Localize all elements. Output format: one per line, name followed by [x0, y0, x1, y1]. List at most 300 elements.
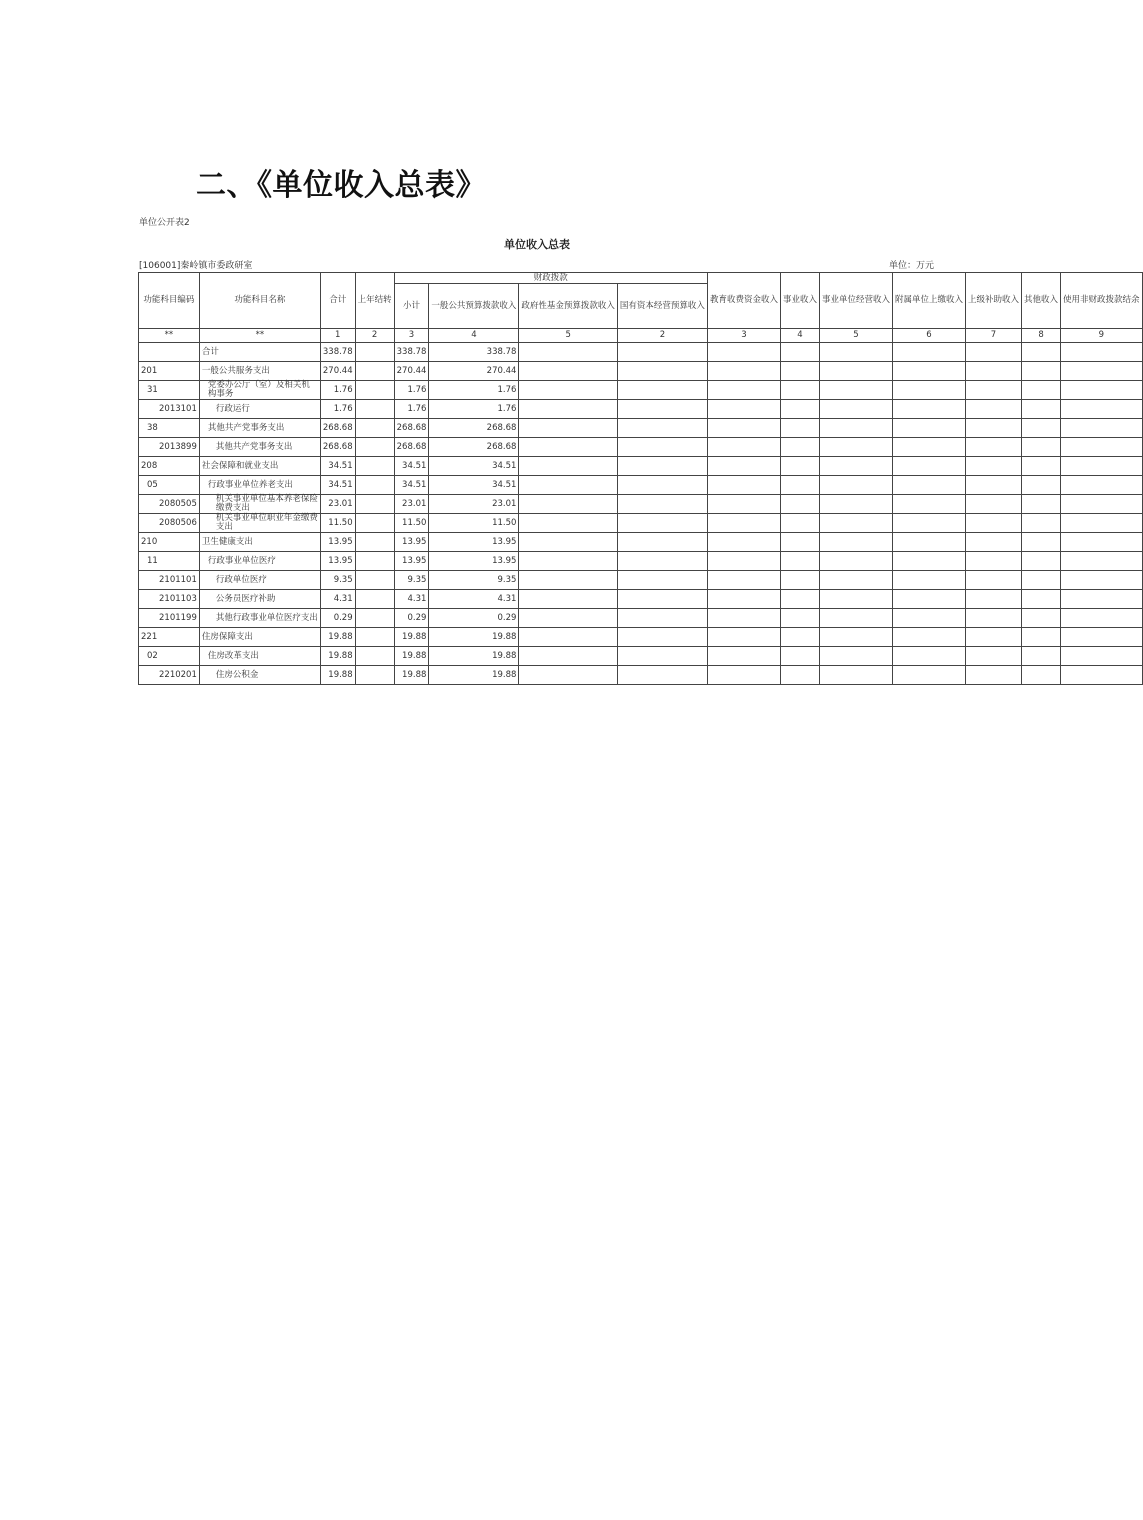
cell-empty — [892, 647, 965, 666]
cell-empty — [617, 571, 707, 590]
cell-empty — [1061, 609, 1143, 628]
cell-empty — [707, 343, 780, 362]
table-row — [139, 666, 1143, 685]
cell-empty — [519, 647, 618, 666]
cell-name: 住房公积金 — [199, 666, 320, 685]
cell-empty — [780, 419, 819, 438]
header-education-fee: 教育收费资金收入 — [707, 273, 780, 329]
cell-empty — [519, 514, 618, 533]
cell-empty — [1061, 590, 1143, 609]
header-superior: 上级补助收入 — [966, 273, 1022, 329]
cell-empty — [617, 343, 707, 362]
cell-empty — [966, 571, 1022, 590]
cell-empty — [707, 400, 780, 419]
cell-subtotal: 268.68 — [394, 419, 429, 438]
cell-general-budget: 34.51 — [429, 457, 519, 476]
cell-name: 卫生健康支出 — [199, 533, 320, 552]
cell-total: 4.31 — [320, 590, 355, 609]
cell-carryover — [355, 609, 394, 628]
cell-carryover — [355, 590, 394, 609]
form-number: 单位公开表2 — [139, 218, 190, 228]
cell-code: 38 — [139, 419, 200, 438]
cell-carryover — [355, 552, 394, 571]
cell-code: 02 — [139, 647, 200, 666]
cell-empty — [1061, 628, 1143, 647]
cell-empty — [617, 400, 707, 419]
cell-empty — [780, 495, 819, 514]
column-number: 3 — [707, 329, 780, 343]
cell-general-budget: 270.44 — [429, 362, 519, 381]
cell-total: 34.51 — [320, 476, 355, 495]
cell-empty — [966, 419, 1022, 438]
cell-empty — [819, 590, 892, 609]
cell-name: 其他共产党事务支出 — [199, 419, 320, 438]
cell-empty — [966, 362, 1022, 381]
header-subsidiary: 附属单位上缴收入 — [892, 273, 965, 329]
cell-code: 2101199 — [139, 609, 200, 628]
cell-empty — [780, 590, 819, 609]
cell-empty — [519, 438, 618, 457]
cell-total: 268.68 — [320, 419, 355, 438]
table-row — [139, 590, 1143, 609]
cell-empty — [780, 552, 819, 571]
cell-empty — [617, 476, 707, 495]
cell-empty — [966, 514, 1022, 533]
cell-empty — [1061, 400, 1143, 419]
cell-name: 行政运行 — [199, 400, 320, 419]
cell-name: 其他共产党事务支出 — [199, 438, 320, 457]
cell-empty — [819, 419, 892, 438]
header-code: 功能科目编码 — [139, 273, 200, 329]
cell-empty — [892, 495, 965, 514]
cell-empty — [617, 666, 707, 685]
cell-empty — [1061, 419, 1143, 438]
cell-empty — [819, 552, 892, 571]
header-fiscal-group: 财政拨款 — [394, 273, 707, 284]
cell-empty — [1022, 495, 1061, 514]
cell-empty — [892, 533, 965, 552]
cell-empty — [1061, 533, 1143, 552]
cell-subtotal: 19.88 — [394, 628, 429, 647]
cell-empty — [780, 457, 819, 476]
column-number: 7 — [966, 329, 1022, 343]
cell-empty — [617, 457, 707, 476]
cell-subtotal: 270.44 — [394, 362, 429, 381]
cell-empty — [519, 419, 618, 438]
cell-empty — [966, 552, 1022, 571]
cell-empty — [1022, 476, 1061, 495]
cell-empty — [1022, 343, 1061, 362]
table-row — [139, 381, 1143, 400]
cell-empty — [819, 457, 892, 476]
column-number: 1 — [320, 329, 355, 343]
cell-general-budget: 19.88 — [429, 666, 519, 685]
cell-empty — [707, 609, 780, 628]
cell-empty — [892, 419, 965, 438]
cell-carryover — [355, 400, 394, 419]
cell-empty — [892, 571, 965, 590]
cell-subtotal: 19.88 — [394, 666, 429, 685]
table-title: 单位收入总表 — [504, 238, 570, 251]
cell-empty — [892, 381, 965, 400]
cell-subtotal: 0.29 — [394, 609, 429, 628]
cell-code: 2210201 — [139, 666, 200, 685]
cell-name: 住房保障支出 — [199, 628, 320, 647]
cell-subtotal: 1.76 — [394, 381, 429, 400]
cell-empty — [892, 590, 965, 609]
column-number: 4 — [780, 329, 819, 343]
cell-carryover — [355, 514, 394, 533]
cell-empty — [519, 590, 618, 609]
cell-name: 其他行政事业单位医疗支出 — [199, 609, 320, 628]
table-row — [139, 571, 1143, 590]
cell-empty — [1061, 647, 1143, 666]
cell-empty — [1061, 362, 1143, 381]
cell-carryover — [355, 476, 394, 495]
column-number: 6 — [892, 329, 965, 343]
header-nonfiscal: 使用非财政拨款结余 — [1061, 273, 1143, 329]
header-operating: 事业单位经营收入 — [819, 273, 892, 329]
cell-empty — [819, 438, 892, 457]
table-row — [139, 343, 1143, 362]
cell-total: 19.88 — [320, 628, 355, 647]
column-number: 4 — [429, 329, 519, 343]
cell-empty — [519, 495, 618, 514]
cell-empty — [707, 571, 780, 590]
cell-empty — [966, 400, 1022, 419]
cell-empty — [617, 533, 707, 552]
cell-empty — [707, 647, 780, 666]
cell-empty — [1022, 381, 1061, 400]
column-number: 5 — [519, 329, 618, 343]
cell-empty — [780, 628, 819, 647]
cell-empty — [519, 628, 618, 647]
cell-empty — [780, 666, 819, 685]
cell-empty — [1061, 495, 1143, 514]
column-number-row — [139, 329, 1143, 343]
cell-empty — [819, 476, 892, 495]
cell-empty — [1061, 571, 1143, 590]
cell-carryover — [355, 571, 394, 590]
cell-empty — [780, 647, 819, 666]
cell-empty — [780, 381, 819, 400]
cell-empty — [1022, 419, 1061, 438]
cell-empty — [519, 400, 618, 419]
cell-carryover — [355, 666, 394, 685]
cell-subtotal: 268.68 — [394, 438, 429, 457]
cell-empty — [707, 476, 780, 495]
cell-empty — [819, 400, 892, 419]
cell-subtotal: 13.95 — [394, 552, 429, 571]
cell-empty — [892, 400, 965, 419]
cell-empty — [892, 438, 965, 457]
cell-total: 13.95 — [320, 552, 355, 571]
cell-empty — [617, 381, 707, 400]
cell-empty — [780, 476, 819, 495]
cell-empty — [819, 628, 892, 647]
header-subtotal: 小计 — [394, 284, 429, 329]
cell-empty — [1022, 533, 1061, 552]
cell-code: 31 — [139, 381, 200, 400]
table-row — [139, 419, 1143, 438]
cell-name: 行政事业单位养老支出 — [199, 476, 320, 495]
cell-carryover — [355, 457, 394, 476]
cell-empty — [617, 438, 707, 457]
cell-empty — [966, 533, 1022, 552]
cell-empty — [819, 571, 892, 590]
cell-carryover — [355, 343, 394, 362]
cell-empty — [780, 343, 819, 362]
cell-subtotal: 23.01 — [394, 495, 429, 514]
cell-empty — [1022, 400, 1061, 419]
cell-total: 1.76 — [320, 400, 355, 419]
cell-empty — [1022, 552, 1061, 571]
cell-subtotal: 9.35 — [394, 571, 429, 590]
cell-carryover — [355, 495, 394, 514]
cell-carryover — [355, 533, 394, 552]
cell-total: 13.95 — [320, 533, 355, 552]
cell-empty — [780, 533, 819, 552]
cell-empty — [1061, 438, 1143, 457]
cell-empty — [780, 571, 819, 590]
cell-empty — [519, 571, 618, 590]
cell-empty — [1061, 514, 1143, 533]
table-row — [139, 438, 1143, 457]
cell-empty — [966, 438, 1022, 457]
cell-empty — [617, 514, 707, 533]
table-row — [139, 533, 1143, 552]
cell-empty — [819, 343, 892, 362]
cell-subtotal: 34.51 — [394, 476, 429, 495]
cell-total: 9.35 — [320, 571, 355, 590]
table-row — [139, 552, 1143, 571]
cell-empty — [707, 495, 780, 514]
cell-total: 19.88 — [320, 647, 355, 666]
cell-empty — [892, 666, 965, 685]
cell-subtotal: 34.51 — [394, 457, 429, 476]
cell-empty — [892, 609, 965, 628]
cell-empty — [617, 362, 707, 381]
cell-code: 2013899 — [139, 438, 200, 457]
cell-empty — [780, 514, 819, 533]
unit-label: 单位：万元 — [888, 261, 934, 271]
cell-empty — [617, 590, 707, 609]
cell-empty — [892, 514, 965, 533]
cell-empty — [892, 628, 965, 647]
cell-general-budget: 268.68 — [429, 438, 519, 457]
table-row — [139, 609, 1143, 628]
table-row — [139, 457, 1143, 476]
cell-empty — [966, 495, 1022, 514]
cell-empty — [519, 609, 618, 628]
cell-carryover — [355, 362, 394, 381]
cell-general-budget: 23.01 — [429, 495, 519, 514]
cell-empty — [966, 457, 1022, 476]
cell-subtotal: 13.95 — [394, 533, 429, 552]
header-general-budget: 一般公共预算拨款收入 — [429, 284, 519, 329]
cell-code: 2080506 — [139, 514, 200, 533]
cell-empty — [819, 533, 892, 552]
cell-empty — [707, 666, 780, 685]
table-row — [139, 514, 1143, 533]
cell-code: 11 — [139, 552, 200, 571]
cell-empty — [966, 590, 1022, 609]
cell-empty — [1061, 476, 1143, 495]
cell-general-budget: 9.35 — [429, 571, 519, 590]
cell-empty — [617, 495, 707, 514]
cell-general-budget: 19.88 — [429, 647, 519, 666]
cell-subtotal: 1.76 — [394, 400, 429, 419]
cell-empty — [780, 362, 819, 381]
cell-empty — [519, 666, 618, 685]
table-row — [139, 476, 1143, 495]
cell-empty — [617, 552, 707, 571]
cell-empty — [819, 362, 892, 381]
cell-total: 270.44 — [320, 362, 355, 381]
cell-empty — [707, 514, 780, 533]
cell-empty — [819, 666, 892, 685]
cell-empty — [1022, 647, 1061, 666]
column-number: 2 — [617, 329, 707, 343]
cell-empty — [819, 495, 892, 514]
department-label: [106001]秦岭镇市委政研室 — [139, 261, 253, 271]
cell-empty — [519, 381, 618, 400]
cell-name: 一般公共服务支出 — [199, 362, 320, 381]
cell-carryover — [355, 419, 394, 438]
cell-carryover — [355, 438, 394, 457]
cell-general-budget: 13.95 — [429, 533, 519, 552]
cell-name: 行政事业单位医疗 — [199, 552, 320, 571]
cell-empty — [707, 457, 780, 476]
cell-general-budget: 19.88 — [429, 628, 519, 647]
cell-empty — [1061, 457, 1143, 476]
cell-empty — [707, 362, 780, 381]
column-number: ** — [199, 329, 320, 343]
cell-code: 2080505 — [139, 495, 200, 514]
cell-empty — [617, 419, 707, 438]
cell-code: 208 — [139, 457, 200, 476]
cell-total: 19.88 — [320, 666, 355, 685]
cell-total: 23.01 — [320, 495, 355, 514]
cell-empty — [1022, 362, 1061, 381]
cell-empty — [617, 609, 707, 628]
cell-empty — [707, 438, 780, 457]
cell-empty — [819, 609, 892, 628]
cell-empty — [892, 362, 965, 381]
cell-carryover — [355, 381, 394, 400]
cell-code — [139, 343, 200, 362]
cell-empty — [617, 647, 707, 666]
cell-empty — [892, 552, 965, 571]
cell-empty — [966, 666, 1022, 685]
cell-empty — [966, 476, 1022, 495]
cell-empty — [892, 476, 965, 495]
cell-empty — [707, 552, 780, 571]
cell-empty — [1022, 609, 1061, 628]
cell-empty — [707, 419, 780, 438]
cell-carryover — [355, 628, 394, 647]
cell-name: 机关事业单位基本养老保险缴费支出 — [199, 495, 320, 514]
cell-name: 行政单位医疗 — [199, 571, 320, 590]
cell-subtotal: 19.88 — [394, 647, 429, 666]
cell-general-budget: 0.29 — [429, 609, 519, 628]
cell-empty — [1022, 628, 1061, 647]
cell-empty — [519, 457, 618, 476]
cell-empty — [519, 533, 618, 552]
cell-empty — [519, 343, 618, 362]
cell-empty — [707, 381, 780, 400]
cell-empty — [1061, 343, 1143, 362]
column-number: ** — [139, 329, 200, 343]
cell-empty — [519, 476, 618, 495]
cell-general-budget: 11.50 — [429, 514, 519, 533]
table-row — [139, 362, 1143, 381]
cell-name: 党委办公厅（室）及相关机构事务 — [199, 381, 320, 400]
cell-empty — [1022, 438, 1061, 457]
cell-code: 210 — [139, 533, 200, 552]
cell-code: 05 — [139, 476, 200, 495]
cell-total: 11.50 — [320, 514, 355, 533]
income-summary-table — [138, 272, 1143, 685]
cell-empty — [966, 609, 1022, 628]
header-carryover: 上年结转 — [355, 273, 394, 329]
cell-empty — [819, 514, 892, 533]
cell-empty — [1022, 571, 1061, 590]
cell-subtotal: 4.31 — [394, 590, 429, 609]
cell-name: 机关事业单位职业年金缴费支出 — [199, 514, 320, 533]
header-state-capital: 国有资本经营预算收入 — [617, 284, 707, 329]
header-gov-fund: 政府性基金预算拨款收入 — [519, 284, 618, 329]
cell-subtotal: 338.78 — [394, 343, 429, 362]
cell-empty — [1061, 381, 1143, 400]
table-row — [139, 647, 1143, 666]
cell-subtotal: 11.50 — [394, 514, 429, 533]
cell-empty — [1022, 514, 1061, 533]
header-business: 事业收入 — [780, 273, 819, 329]
cell-empty — [1022, 457, 1061, 476]
cell-empty — [892, 343, 965, 362]
header-other: 其他收入 — [1022, 273, 1061, 329]
cell-general-budget: 1.76 — [429, 400, 519, 419]
cell-empty — [1022, 590, 1061, 609]
cell-code: 2101101 — [139, 571, 200, 590]
cell-code: 2101103 — [139, 590, 200, 609]
header-name: 功能科目名称 — [199, 273, 320, 329]
cell-general-budget: 34.51 — [429, 476, 519, 495]
column-number: 2 — [355, 329, 394, 343]
table-row — [139, 495, 1143, 514]
table-row — [139, 400, 1143, 419]
cell-total: 34.51 — [320, 457, 355, 476]
cell-total: 338.78 — [320, 343, 355, 362]
cell-code: 2013101 — [139, 400, 200, 419]
cell-empty — [892, 457, 965, 476]
cell-empty — [780, 609, 819, 628]
cell-general-budget: 338.78 — [429, 343, 519, 362]
cell-empty — [1061, 666, 1143, 685]
cell-empty — [966, 628, 1022, 647]
cell-empty — [707, 590, 780, 609]
cell-name: 公务员医疗补助 — [199, 590, 320, 609]
cell-code: 221 — [139, 628, 200, 647]
cell-name: 社会保障和就业支出 — [199, 457, 320, 476]
cell-code: 201 — [139, 362, 200, 381]
cell-empty — [819, 381, 892, 400]
cell-carryover — [355, 647, 394, 666]
cell-empty — [1061, 552, 1143, 571]
page-heading: 二、《单位收入总表》 — [196, 168, 486, 203]
cell-general-budget: 268.68 — [429, 419, 519, 438]
